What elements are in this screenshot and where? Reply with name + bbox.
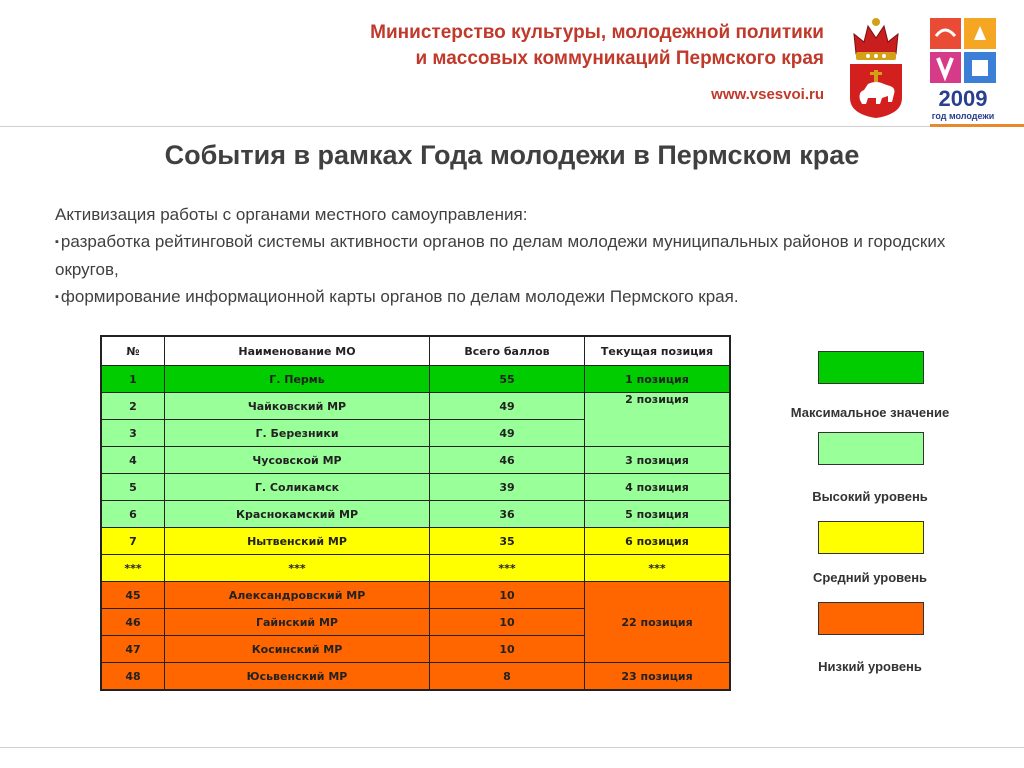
header-position: Текущая позиция xyxy=(585,336,731,366)
year-of-youth-logo-icon xyxy=(930,18,996,122)
cell-position: 3 позиция xyxy=(585,447,731,474)
cell-name: Чусовской МР xyxy=(165,447,430,474)
cell-name: Гайнский МР xyxy=(165,609,430,636)
table-row xyxy=(101,582,730,609)
cell-score: 35 xyxy=(430,528,585,555)
intro-text: Активизация работы с органами местного самоуправления: xyxy=(55,205,528,224)
cell-score: 49 xyxy=(430,420,585,447)
cell-num: 48 xyxy=(101,663,165,691)
logo-caption: год молодежи xyxy=(931,111,995,121)
cell-position: 23 позиция xyxy=(585,663,731,691)
logo-year: 2009 xyxy=(938,86,988,111)
website-link[interactable]: www.vsesvoi.ru xyxy=(711,86,824,103)
cell-name: Александровский МР xyxy=(165,582,430,609)
bullet-icon: ▪ xyxy=(55,236,59,248)
cell-name: Нытвенский МР xyxy=(165,528,430,555)
legend-swatch-low xyxy=(818,602,924,635)
legend-swatch-high xyxy=(818,432,924,465)
body-text xyxy=(55,201,985,311)
footer-divider xyxy=(0,747,1024,748)
table-header-row xyxy=(101,336,730,366)
ministry-line-2: и массовых коммуникаций Пермского края xyxy=(415,48,824,69)
cell-num: 7 xyxy=(101,528,165,555)
header-score: Всего баллов xyxy=(430,336,585,366)
cell-num: 3 xyxy=(101,420,165,447)
ministry-header xyxy=(370,20,824,108)
table-row xyxy=(101,555,730,582)
cell-num: 1 xyxy=(101,366,165,393)
cell-position: 22 позиция xyxy=(585,582,731,663)
perm-coat-of-arms-icon xyxy=(846,14,906,118)
table-row xyxy=(101,366,730,393)
cell-name: Юсьвенский МР xyxy=(165,663,430,691)
cell-score: 10 xyxy=(430,582,585,609)
page-title: События в рамках Года молодежи в Пермском крае xyxy=(164,140,860,170)
cell-num: 4 xyxy=(101,447,165,474)
cell-num: 46 xyxy=(101,609,165,636)
cell-name: Косинский МР xyxy=(165,636,430,663)
cell-position: 4 позиция xyxy=(585,474,731,501)
cell-position: 5 позиция xyxy=(585,501,731,528)
cell-score: 10 xyxy=(430,636,585,663)
cell-num: 47 xyxy=(101,636,165,663)
table-row xyxy=(101,663,730,691)
cell-position: 1 позиция xyxy=(585,366,731,393)
table-row xyxy=(101,501,730,528)
cell-num: 45 xyxy=(101,582,165,609)
cell-score: 39 xyxy=(430,474,585,501)
cell-num: 5 xyxy=(101,474,165,501)
cell-score: 55 xyxy=(430,366,585,393)
legend-label-high: Высокий уровень xyxy=(812,489,928,504)
table-row xyxy=(101,447,730,474)
cell-name: Краснокамский МР xyxy=(165,501,430,528)
ministry-line-1: Министерство культуры, молодежной политики xyxy=(370,22,824,43)
cell-num: 2 xyxy=(101,393,165,420)
table-row xyxy=(101,528,730,555)
cell-name: Г. Пермь xyxy=(165,366,430,393)
cell-position: 2 позиция xyxy=(585,393,731,447)
bullet-icon: ▪ xyxy=(55,291,59,303)
legend-label-medium: Средний уровень xyxy=(812,570,928,585)
legend-swatch-max xyxy=(818,351,924,384)
header-divider xyxy=(0,126,1024,127)
legend-label-low: Низкий уровень xyxy=(818,659,922,674)
bullet-text-2: формирование информационной карты органов по делам молодежи Пермского края. xyxy=(60,287,739,306)
bullet-text-1: разработка рейтинговой системы активности органов по делам молодежи муниципальных районов и городских округов, xyxy=(55,232,946,279)
header-num: № xyxy=(101,336,165,366)
table-row xyxy=(101,474,730,501)
legend-swatch-medium xyxy=(818,521,924,554)
cell-score: 36 xyxy=(430,501,585,528)
table-row xyxy=(101,393,730,420)
cell-score: 49 xyxy=(430,393,585,420)
rating-table xyxy=(100,335,731,691)
cell-name: *** xyxy=(165,555,430,582)
cell-score: 46 xyxy=(430,447,585,474)
cell-score: 10 xyxy=(430,609,585,636)
cell-name: Чайковский МР xyxy=(165,393,430,420)
cell-name: Г. Березники xyxy=(165,420,430,447)
bullet-item-1 xyxy=(55,228,985,283)
cell-position: *** xyxy=(585,555,731,582)
cell-name: Г. Соликамск xyxy=(165,474,430,501)
cell-score: *** xyxy=(430,555,585,582)
header-accent-bar xyxy=(930,124,1024,127)
cell-position: 6 позиция xyxy=(585,528,731,555)
cell-num: 6 xyxy=(101,501,165,528)
cell-score: 8 xyxy=(430,663,585,691)
header-name: Наименование МО xyxy=(165,336,430,366)
legend-label-max: Максимальное значение xyxy=(790,405,950,420)
bullet-item-2 xyxy=(55,283,985,311)
cell-num: *** xyxy=(101,555,165,582)
